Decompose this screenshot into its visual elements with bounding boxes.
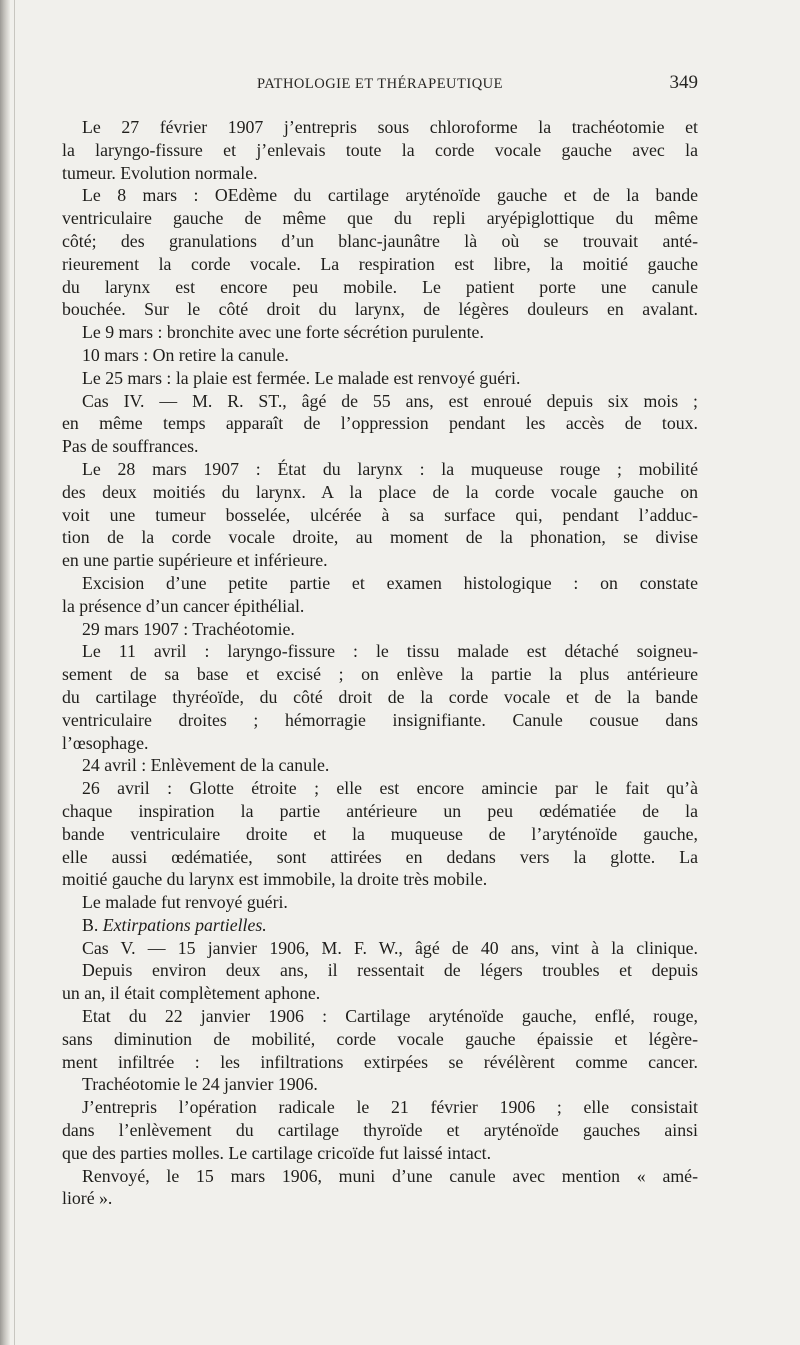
text-line: Etat du 22 janvier 1906 : Cartilage aryténoïde gauche, enflé, rouge, — [82, 1006, 698, 1027]
text-line: que des parties molles. Le cartilage cricoïde fut laissé intact. — [62, 1142, 492, 1163]
text-line: du larynx est encore peu mobile. Le patient porte une canule — [62, 276, 698, 297]
text-line: côté; des granulations d’un blanc-jaunâtre là où se trouvait anté- — [62, 230, 698, 251]
text-line: la présence d’un cancer épithélial. — [62, 595, 305, 616]
text-line: en même temps apparaît de l’oppression pendant les accès de toux. — [62, 413, 698, 434]
page-binding-edge — [0, 0, 10, 1345]
text-line: Cas IV. — M. R. ST., âgé de 55 ans, est enroué depuis six mois ; — [82, 390, 698, 411]
text-line: un an, il était complètement aphone. — [62, 983, 321, 1004]
text-line: Le 9 mars : bronchite avec une forte sécrétion purulente. — [82, 322, 484, 343]
text-line: en une partie supérieure et inférieure. — [62, 550, 328, 571]
text-line: bouchée. Sur le côté droit du larynx, de légères douleurs en avalant. — [62, 299, 698, 320]
text-line: la laryngo-fissure et j’enlevais toute la corde vocale gauche avec la — [62, 139, 698, 160]
text-line: Le 25 mars : la plaie est fermée. Le malade est renvoyé guéri. — [82, 367, 521, 388]
body-text — [62, 116, 698, 1210]
text-line: chaque inspiration la partie antérieure un peu œdématiée de la — [62, 800, 698, 821]
text-line: dans l’enlèvement du cartilage thyroïde et aryténoïde gauches ainsi — [62, 1120, 698, 1141]
text-line: du cartilage thyréoïde, du côté droit de la corde vocale et de la bande — [62, 686, 698, 707]
text-line: elle aussi œdématiée, sont attirées en dedans vers la glotte. La — [62, 846, 698, 867]
text-line: rieurement la corde vocale. La respiration est libre, la moitié gauche — [62, 253, 698, 274]
text-line: tumeur. Evolution normale. — [62, 162, 258, 183]
text-line: bande ventriculaire droite et la muqueuse de l’aryténoïde gauche, — [62, 823, 698, 844]
text-line: des deux moitiés du larynx. A la place de la corde vocale gauche on — [62, 481, 698, 502]
page-number: 349 — [669, 72, 698, 93]
text-line: ventriculaire droites ; hémorragie insignifiante. Canule cousue dans — [62, 709, 698, 730]
text-line: Depuis environ deux ans, il ressentait de légers troubles et depuis — [82, 960, 698, 981]
text-line: Renvoyé, le 15 mars 1906, muni d’une canule avec mention « amé- — [82, 1165, 698, 1186]
text-line: Le 27 février 1907 j’entrepris sous chloroforme la trachéotomie et — [82, 117, 698, 137]
text-line: ventriculaire gauche de même que du repli aryépiglottique du même — [62, 208, 698, 229]
text-line: Trachéotomie le 24 janvier 1906. — [82, 1074, 318, 1095]
text-line: lioré ». — [62, 1188, 113, 1209]
text-line: Le 8 mars : OEdème du cartilage aryténoïde gauche et de la bande — [82, 185, 698, 206]
text-line: Cas V. — 15 janvier 1906, M. F. W., âgé de 40 ans, vint à la clinique. — [82, 937, 698, 958]
text-line: B. Extirpations partielles. — [82, 914, 267, 935]
text-line: moitié gauche du larynx est immobile, la droite très mobile. — [62, 869, 488, 890]
running-title: PATHOLOGIE ET THÉRAPEUTIQUE — [256, 76, 504, 92]
text-line: ment infiltrée : les infiltrations extirpées se révélèrent comme cancer. — [62, 1051, 698, 1072]
text-line: Pas de souffrances. — [62, 436, 199, 457]
text-line: 26 avril : Glotte étroite ; elle est encore amincie par le fait qu’à — [82, 778, 698, 799]
text-line: J’entrepris l’opération radicale le 21 février 1906 ; elle consistait — [82, 1097, 698, 1118]
text-line: voit une tumeur bosselée, ulcérée à sa surface qui, pendant l’adduc- — [62, 504, 698, 525]
text-line: l’œsophage. — [62, 732, 149, 753]
text-line: 10 mars : On retire la canule. — [82, 344, 289, 365]
text-line: tion de la corde vocale droite, au moment de la phonation, se divise — [62, 527, 698, 548]
page-header — [62, 72, 698, 98]
text-line: Le 11 avril : laryngo-fissure : le tissu malade est détaché soigneu- — [82, 641, 698, 662]
text-line: Excision d’une petite partie et examen histologique : on constate — [82, 572, 698, 593]
text-line: 29 mars 1907 : Trachéotomie. — [82, 618, 295, 639]
text-line: sans diminution de mobilité, corde vocale gauche épaissie et légère- — [62, 1028, 698, 1049]
text-line: Le malade fut renvoyé guéri. — [82, 892, 288, 913]
page-binding-line — [14, 0, 15, 1345]
text-line: Le 28 mars 1907 : État du larynx : la muqueuse rouge ; mobilité — [82, 458, 698, 479]
text-line: sement de sa base et excisé ; on enlève la partie la plus antérieure — [62, 664, 698, 685]
text-line: 24 avril : Enlèvement de la canule. — [82, 755, 330, 776]
